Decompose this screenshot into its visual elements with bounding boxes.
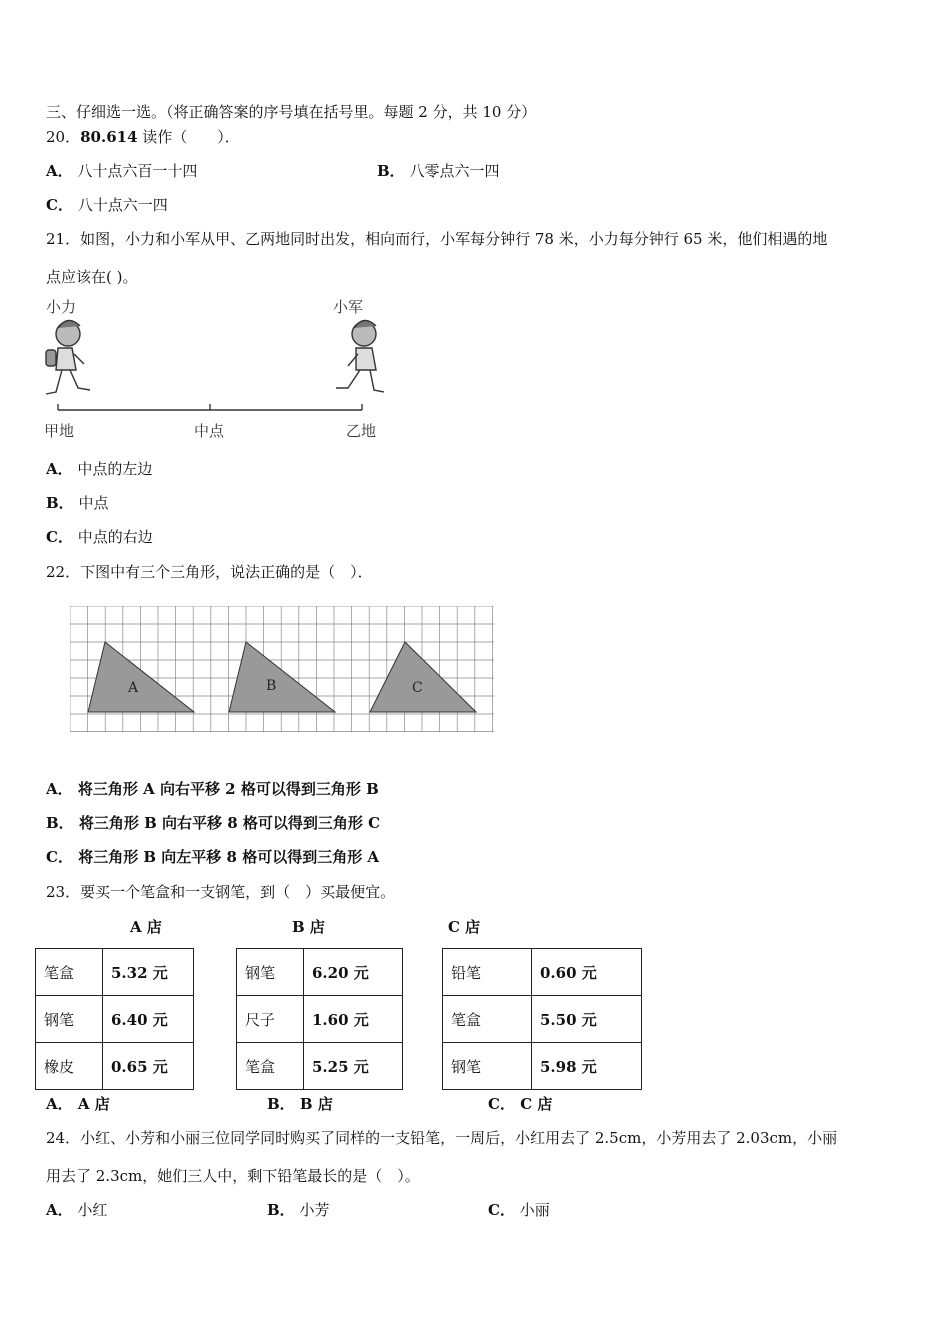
q20-option-a[interactable] <box>46 161 197 181</box>
option-letter: B． <box>267 1095 295 1113</box>
price-cell: 5.32 元 <box>103 949 194 996</box>
place-left: 甲地 <box>44 422 75 440</box>
q22-grid-figure <box>70 606 494 732</box>
q22-option-a[interactable] <box>46 779 379 799</box>
option-letter: C． <box>46 528 73 546</box>
option-text: C 店 <box>520 1095 553 1113</box>
place-right: 乙地 <box>346 422 377 440</box>
q21-stem-line2: 点应该在( )。 <box>46 268 138 286</box>
option-letter: B． <box>46 494 74 512</box>
q22-option-b[interactable] <box>46 813 380 833</box>
option-letter: A． <box>46 1201 73 1219</box>
table-row <box>443 949 642 996</box>
triangle-a <box>88 642 194 712</box>
option-letter: B． <box>377 162 405 180</box>
option-letter: C． <box>488 1201 515 1219</box>
option-text: 八零点六一四 <box>409 162 500 180</box>
item-cell: 尺子 <box>237 996 304 1043</box>
option-text: 将三角形 B 向左平移 8 格可以得到三角形 A <box>78 848 380 866</box>
option-letter: A． <box>46 460 73 478</box>
place-mid: 中点 <box>194 422 225 440</box>
q24-stem-line1: 24．小红、小芳和小丽三位同学同时购买了同样的一支铅笔，一周后，小红用去了 2.5cm，小芳用去了 2.03cm，小丽 <box>46 1129 838 1147</box>
triangle-a-label: A <box>128 680 139 696</box>
q21-stem-line1: 21．如图，小力和小军从甲、乙两地同时出发，相向而行，小军每分钟行 78 米，小力每分钟行 65 米，他们相遇的地 <box>46 230 828 248</box>
option-letter: A． <box>46 780 73 798</box>
shop-a-table <box>35 948 194 1090</box>
q23-stem: 23．要买一个笔盒和一支钢笔，到（ ）买最便宜。 <box>46 883 396 901</box>
q24-stem-line2: 用去了 2.3cm，她们三人中，剩下铅笔最长的是（ ）。 <box>46 1167 420 1185</box>
table-row <box>36 949 194 996</box>
option-letter: A． <box>46 162 73 180</box>
q23-option-a[interactable] <box>46 1094 110 1114</box>
table-row <box>36 996 194 1043</box>
boy-left-icon <box>46 320 90 394</box>
item-cell: 笔盒 <box>443 996 532 1043</box>
option-text: 八十点六一四 <box>77 196 168 214</box>
q20-option-b[interactable] <box>377 161 499 181</box>
option-text: 将三角形 B 向右平移 8 格可以得到三角形 C <box>78 814 381 832</box>
item-cell: 钢笔 <box>443 1043 532 1090</box>
option-text: 八十点六百一十四 <box>77 162 198 180</box>
shop-b-title: B 店 <box>292 918 325 936</box>
option-text: 中点的右边 <box>77 528 153 546</box>
triangle-b <box>229 642 335 712</box>
shop-c-title: C 店 <box>448 918 481 936</box>
triangle-b-label: B <box>266 678 277 694</box>
option-letter: C． <box>46 196 73 214</box>
option-text: A 店 <box>77 1095 110 1113</box>
price-cell: 6.40 元 <box>103 996 194 1043</box>
right-person-label: 小军 <box>333 298 364 316</box>
q24-option-c[interactable] <box>488 1200 550 1220</box>
item-cell: 笔盒 <box>237 1043 304 1090</box>
option-text: 中点 <box>78 494 109 512</box>
section-header: 三、仔细选一选。（将正确答案的序号填在括号里。每题 2 分，共 10 分） <box>46 103 537 121</box>
price-cell: 5.50 元 <box>532 996 642 1043</box>
q21-figure <box>40 292 400 442</box>
q22-stem: 22．下图中有三个三角形，说法正确的是（ ）． <box>46 563 373 581</box>
q20-number-value: 80.614 <box>80 128 138 146</box>
price-cell: 0.60 元 <box>532 949 642 996</box>
price-cell: 6.20 元 <box>304 949 403 996</box>
price-cell: 1.60 元 <box>304 996 403 1043</box>
price-cell: 5.25 元 <box>304 1043 403 1090</box>
table-row <box>237 1043 403 1090</box>
shop-c-table <box>442 948 642 1090</box>
table-row <box>237 996 403 1043</box>
shop-a-title: A 店 <box>130 918 162 936</box>
option-text: 小芳 <box>299 1201 330 1219</box>
q24-option-a[interactable] <box>46 1200 107 1220</box>
shop-b-table <box>236 948 403 1090</box>
boy-right-icon <box>336 320 384 392</box>
item-cell: 橡皮 <box>36 1043 103 1090</box>
left-person-label: 小力 <box>46 298 77 316</box>
option-letter: A． <box>46 1095 73 1113</box>
triangle-c <box>370 642 476 712</box>
option-letter: C． <box>46 848 73 866</box>
price-cell: 0.65 元 <box>103 1043 194 1090</box>
table-row <box>443 996 642 1043</box>
option-text: 小丽 <box>519 1201 550 1219</box>
option-letter: B． <box>46 814 74 832</box>
option-letter: C． <box>488 1095 515 1113</box>
item-cell: 铅笔 <box>443 949 532 996</box>
q24-option-b[interactable] <box>267 1200 329 1220</box>
option-text: B 店 <box>299 1095 333 1113</box>
q20-number: 20． <box>46 128 81 146</box>
q22-option-c[interactable] <box>46 847 379 867</box>
option-letter: B． <box>267 1201 295 1219</box>
q21-option-b[interactable] <box>46 493 108 513</box>
item-cell: 笔盒 <box>36 949 103 996</box>
option-text: 将三角形 A 向右平移 2 格可以得到三角形 B <box>77 780 379 798</box>
q21-option-c[interactable] <box>46 527 153 547</box>
q23-option-b[interactable] <box>267 1094 333 1114</box>
q20-stem <box>46 127 240 147</box>
item-cell: 钢笔 <box>36 996 103 1043</box>
item-cell: 钢笔 <box>237 949 304 996</box>
option-text: 中点的左边 <box>77 460 153 478</box>
option-text: 小红 <box>77 1201 108 1219</box>
q23-option-c[interactable] <box>488 1094 552 1114</box>
triangle-c-label: C <box>412 680 423 696</box>
price-cell: 5.98 元 <box>532 1043 642 1090</box>
q21-option-a[interactable] <box>46 459 152 479</box>
q20-option-c[interactable] <box>46 195 168 215</box>
q20-stem-rest: 读作（ ）． <box>137 128 240 146</box>
table-row <box>237 949 403 996</box>
table-row <box>36 1043 194 1090</box>
table-row <box>443 1043 642 1090</box>
